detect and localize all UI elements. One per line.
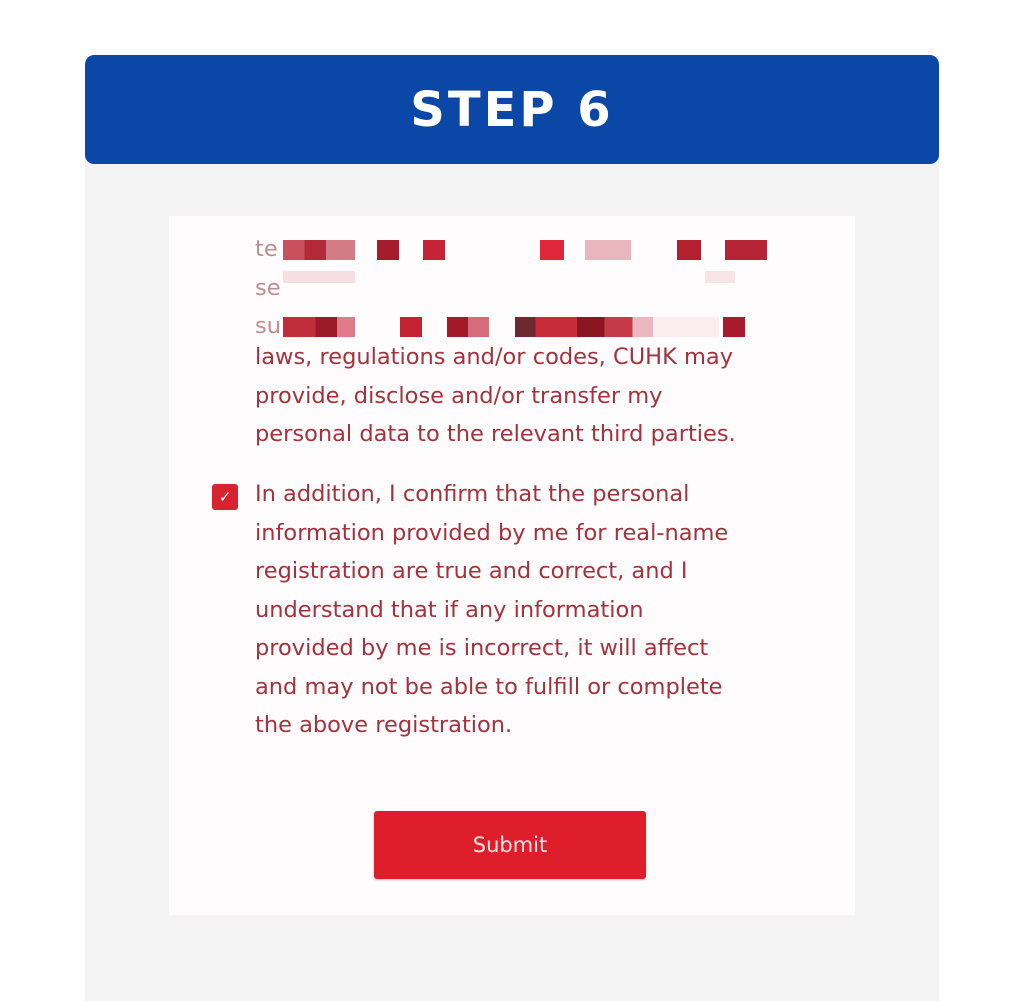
redacted-line-prefix: se	[255, 274, 281, 301]
redaction-pixelation	[723, 317, 745, 337]
paragraph-line: provided by me is incorrect, it will affect	[255, 635, 709, 661]
paragraph-line: understand that if any information	[255, 596, 644, 623]
redaction-pixelation	[423, 240, 445, 260]
redaction-pixelation	[705, 271, 735, 283]
step-banner	[85, 55, 939, 164]
paragraph-line: personal data to the relevant third parties.	[255, 421, 736, 447]
redaction-pixelation	[283, 317, 355, 337]
submit-button[interactable]: Submit	[374, 811, 646, 879]
redaction-pixelation	[677, 240, 701, 260]
redaction-pixelation	[283, 271, 355, 283]
redacted-line	[255, 269, 815, 308]
redaction-pixelation	[447, 317, 489, 337]
paragraph-line: registration are true and correct, and I	[255, 558, 688, 584]
paragraph-line: information provided by me for real-name	[255, 519, 729, 546]
redacted-text	[255, 230, 815, 346]
step-card	[85, 55, 939, 1001]
redacted-line-prefix: te	[255, 236, 278, 262]
redaction-pixelation	[283, 240, 355, 260]
screenshot-panel	[169, 216, 855, 915]
paragraph-line: laws, regulations and/or codes, CUHK may	[255, 344, 734, 370]
redacted-line-prefix: su	[255, 313, 281, 339]
consent-paragraph-1	[255, 338, 815, 454]
consent-paragraph-2	[255, 475, 815, 745]
paragraph-line: the above registration.	[255, 712, 513, 738]
redacted-line	[255, 230, 815, 269]
paragraph-line: and may not be able to fulfill or complete	[255, 673, 723, 700]
redaction-pixelation	[377, 240, 399, 260]
paragraph-line: In addition, I confirm that the personal	[255, 481, 690, 507]
confirm-checkbox[interactable]: ✓	[212, 484, 238, 510]
paragraph-line: provide, disclose and/or transfer my	[255, 382, 663, 409]
redaction-pixelation	[585, 240, 631, 260]
step-title: STEP 6	[410, 81, 614, 138]
redaction-pixelation	[725, 240, 767, 260]
redaction-pixelation	[653, 317, 719, 337]
redaction-pixelation	[400, 317, 422, 337]
redaction-pixelation	[540, 240, 564, 260]
redaction-pixelation	[515, 317, 653, 337]
